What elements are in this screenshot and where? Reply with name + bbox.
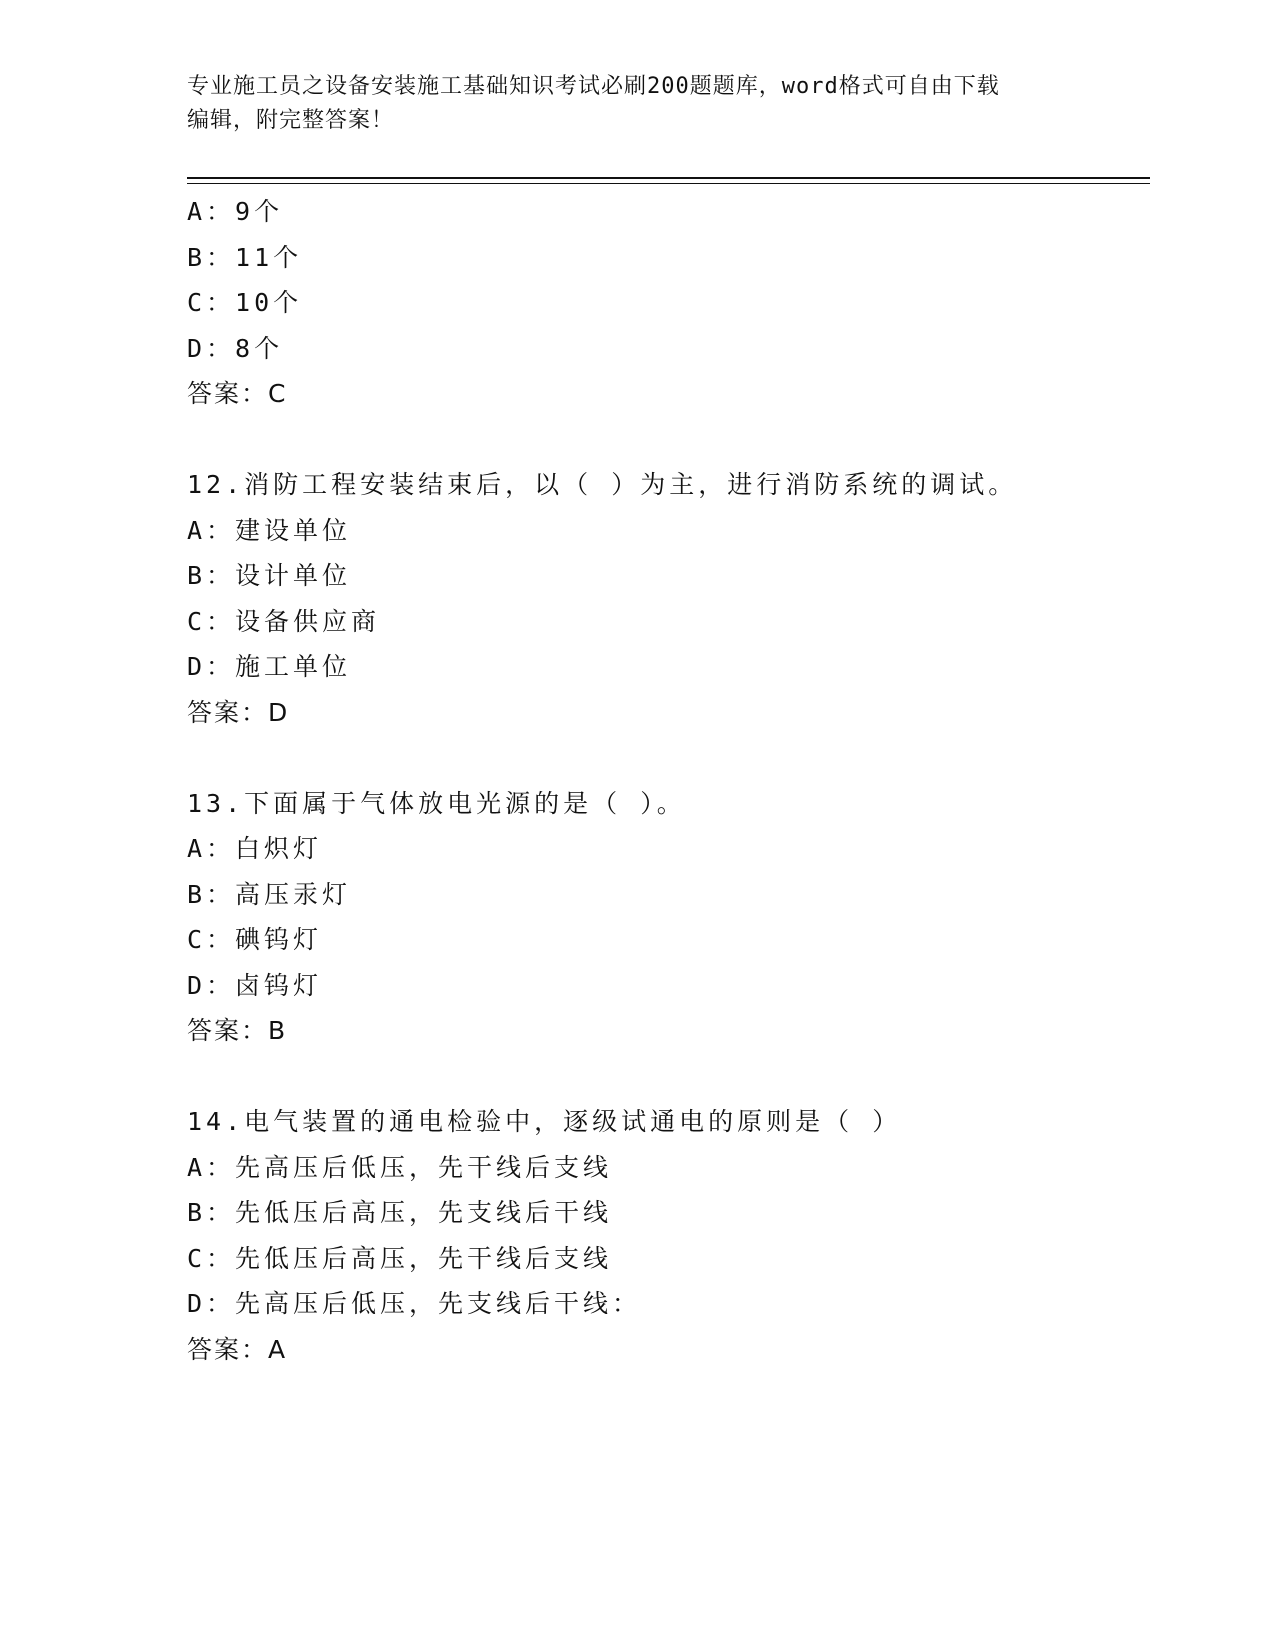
question-12-block [187,462,1147,735]
question-14-option-c: C：先低压后高压，先干线后支线 [187,1243,613,1273]
question-12-option-b: B：设计单位 [187,561,352,590]
document-header [187,70,1087,138]
question-14-option-d: D：先高压后低压，先支线后干线： [187,1289,642,1318]
question-11-option-d: D：8个 [187,333,284,363]
question-12-option-a: A：建设单位 [187,515,352,545]
question-13-option-c: C：碘钨灯 [187,925,323,954]
question-12-stem: 12.消防工程安装结束后，以（ ）为主，进行消防系统的调试。 [187,470,1018,499]
question-11-block [187,189,1147,417]
question-11-option-a: A：9个 [187,197,284,226]
question-11-option-c: C：10个 [187,288,303,317]
question-12-answer: 答案：D [187,697,290,727]
question-12-option-c: C：设备供应商 [187,606,381,636]
question-14-answer: 答案：A [187,1334,288,1364]
question-12-option-d: D：施工单位 [187,652,352,681]
spacer [187,417,1147,463]
question-13-block [187,781,1147,1054]
question-14-option-b: B：先低压后高压，先支线后干线 [187,1198,613,1227]
question-11-option-b: B：11个 [187,242,303,272]
question-13-answer: 答案：B [187,1016,288,1045]
header-title-line-1: 专业施工员之设备安装施工基础知识考试必刷200题题库，word格式可自由下载 [187,74,1000,99]
question-list [187,189,1147,1372]
header-divider-thick [187,177,1150,179]
spacer [187,1054,1147,1100]
question-11-answer: 答案：C [187,379,288,408]
question-13-option-d: D：卤钨灯 [187,970,323,1000]
header-divider-thin [187,183,1150,184]
question-13-stem: 13.下面属于气体放电光源的是（ ）。 [187,788,686,818]
question-13-option-b: B：高压汞灯 [187,879,352,909]
question-14-stem: 14.电气装置的通电检验中，逐级试通电的原则是（ ） [187,1107,902,1136]
header-title-line-2: 编辑，附完整答案！ [187,108,395,133]
question-13-option-a: A：白炽灯 [187,834,323,863]
question-14-option-a: A：先高压后低压，先干线后支线 [187,1152,613,1182]
spacer [187,735,1147,781]
question-14-block [187,1099,1147,1372]
